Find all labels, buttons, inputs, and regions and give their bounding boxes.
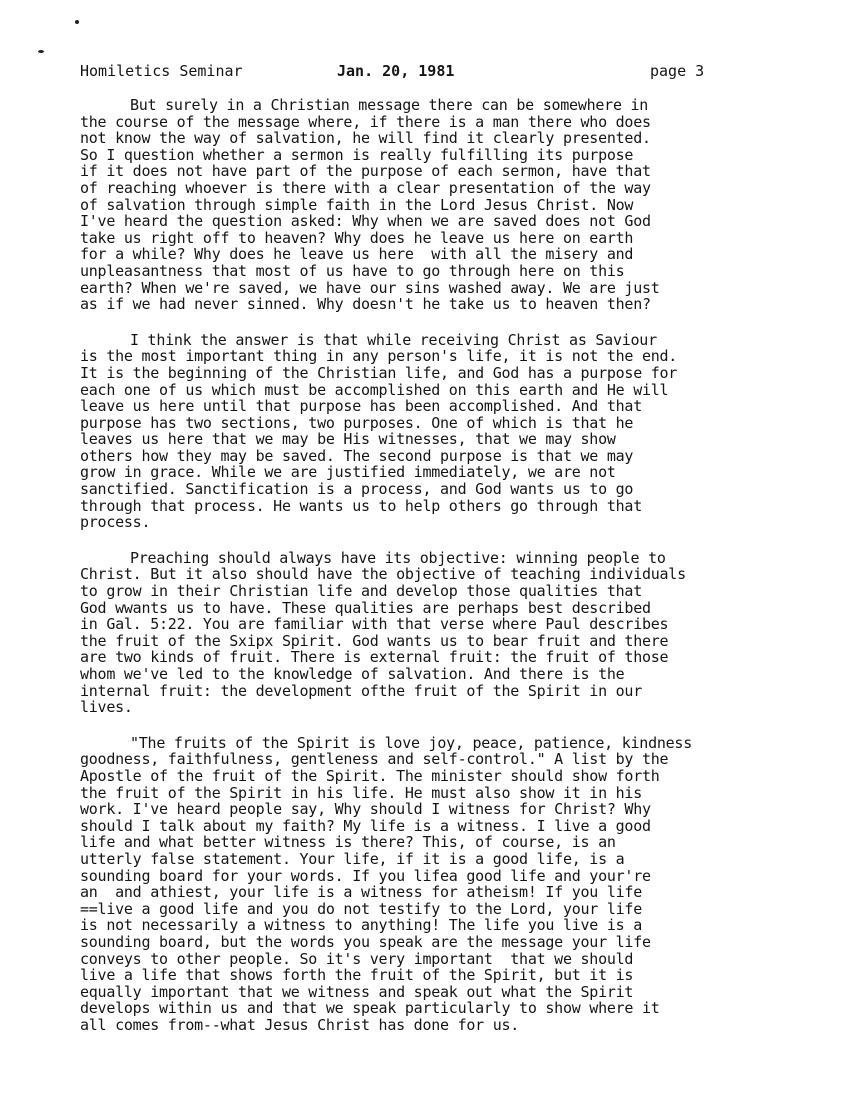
text-line: equally important that we witness and speak out what the Spirit	[80, 982, 634, 1001]
text-line: ==live a good life and you do not testify to the Lord, your life	[80, 899, 642, 918]
paragraph	[80, 332, 800, 531]
text-line: take us right off to heaven? Why does he leave us here on earth	[80, 228, 634, 247]
text-line: if it does not have part of the purpose of each sermon, have that	[80, 162, 651, 181]
text-line: the course of the message where, if there is a man there who does	[80, 112, 651, 131]
text-line: internal fruit: the development ofthe fruit of the Spirit in our	[80, 681, 642, 700]
text-line: an and athiest, your life is a witness for atheism! If you life	[80, 883, 642, 902]
text-line: leave us here until that purpose has been accomplished. And that	[80, 397, 642, 416]
text-line: Apostle of the fruit of the Spirit. The minister should show forth	[80, 766, 660, 785]
text-line: sounding board for your words. If you lifea good life and your're	[80, 866, 651, 885]
document-body	[80, 97, 800, 1052]
text-line: the fruit of the Spirit in his life. He must also show it in his	[80, 783, 642, 802]
text-line: lives.	[80, 698, 133, 717]
text-line: process.	[80, 513, 151, 532]
text-line: work. I've heard people say, Why should I witness for Christ? Why	[80, 800, 651, 819]
text-line: is the most important thing in any person's life, it is not the end.	[80, 347, 678, 366]
text-line: God wwants us to have. These qualities are perhaps best described	[80, 598, 651, 617]
text-line: goodness, faithfulness, gentleness and self-control." A list by the	[80, 750, 669, 769]
text-line: of salvation through simple faith in the Lord Jesus Christ. Now	[80, 195, 634, 214]
text-line: But surely in a Christian message there can be somewhere in	[130, 96, 649, 114]
header-title: Homiletics Seminar	[80, 62, 243, 80]
text-line: live a life that shows forth the fruit of the Spirit, but it is	[80, 966, 634, 985]
text-line: all comes from--what Jesus Christ has done for us.	[80, 1015, 520, 1034]
paragraph	[80, 550, 800, 716]
text-line: develops within us and that we speak particularly to show where it	[80, 999, 660, 1018]
text-line: Christ. But it also should have the objective of teaching individuals	[80, 565, 686, 584]
text-line: each one of us which must be accomplished on this earth and He will	[80, 380, 669, 399]
text-line: of reaching whoever is there with a clear presentation of the way	[80, 178, 651, 197]
text-line: utterly false statement. Your life, if it is a good life, is a	[80, 849, 625, 868]
text-line: not know the way of salvation, he will find it clearly presented.	[80, 129, 651, 148]
text-line: sounding board, but the words you speak are the message your life	[80, 932, 651, 951]
text-line: I've heard the question asked: Why when we are saved does not God	[80, 212, 651, 231]
text-line: purpose has two sections, two purposes. One of which is that he	[80, 413, 634, 432]
header-date: Jan. 20, 1981	[337, 62, 455, 80]
text-line: So I question whether a sermon is really fulfilling its purpose	[80, 145, 634, 164]
text-line: unpleasantness that most of us have to go through here on this	[80, 261, 625, 280]
text-line: life and what better witness is there? This, of course, is an	[80, 833, 616, 852]
text-line: should I talk about my faith? My life is a witness. I live a good	[80, 816, 651, 835]
header-page-number: page 3	[650, 62, 705, 80]
text-line: Preaching should always have its objective: winning people to	[130, 548, 666, 567]
paragraph	[80, 735, 800, 1034]
text-line: are two kinds of fruit. There is external fruit: the fruit of those	[80, 648, 669, 667]
text-line: whom we've led to the knowledge of salvation. And there is the	[80, 665, 625, 683]
page-header	[80, 60, 780, 82]
ink-speck	[75, 20, 79, 24]
text-line: sanctified. Sanctification is a process, and God wants us to go	[80, 480, 634, 499]
ink-speck	[38, 50, 44, 53]
text-line: in Gal. 5:22. You are familiar with that verse where Paul describes	[80, 615, 669, 634]
text-line: grow in grace. While we are justified immediately, we are not	[80, 463, 616, 482]
text-line: earth? When we're saved, we have our sins washed away. We are just	[80, 278, 660, 297]
text-line: others how they may be saved. The second purpose is that we may	[80, 446, 634, 465]
text-line: for a while? Why does he leave us here with all the misery and	[80, 245, 634, 264]
paragraph	[80, 97, 800, 313]
text-line: "The fruits of the Spirit is love joy, peace, patience, kindness	[130, 733, 692, 752]
text-line: as if we had never sinned. Why doesn't he take us to heaven then?	[80, 295, 651, 314]
text-line: through that process. He wants us to help others go through that	[80, 496, 642, 515]
text-line: conveys to other people. So it's very important that we should	[80, 949, 634, 968]
text-line: It is the beginning of the Christian life, and God has a purpose for	[80, 363, 678, 382]
text-line: is not necessarily a witness to anything! The life you live is a	[80, 916, 642, 935]
text-line: the fruit of the Sxipx Spirit. God wants us to bear fruit and there	[80, 631, 669, 650]
text-line: I think the answer is that while receiving Christ as Saviour	[130, 330, 657, 349]
text-line: leaves us here that we may be His witnesses, that we may show	[80, 430, 616, 449]
text-line: to grow in their Christian life and develop those qualities that	[80, 582, 642, 601]
